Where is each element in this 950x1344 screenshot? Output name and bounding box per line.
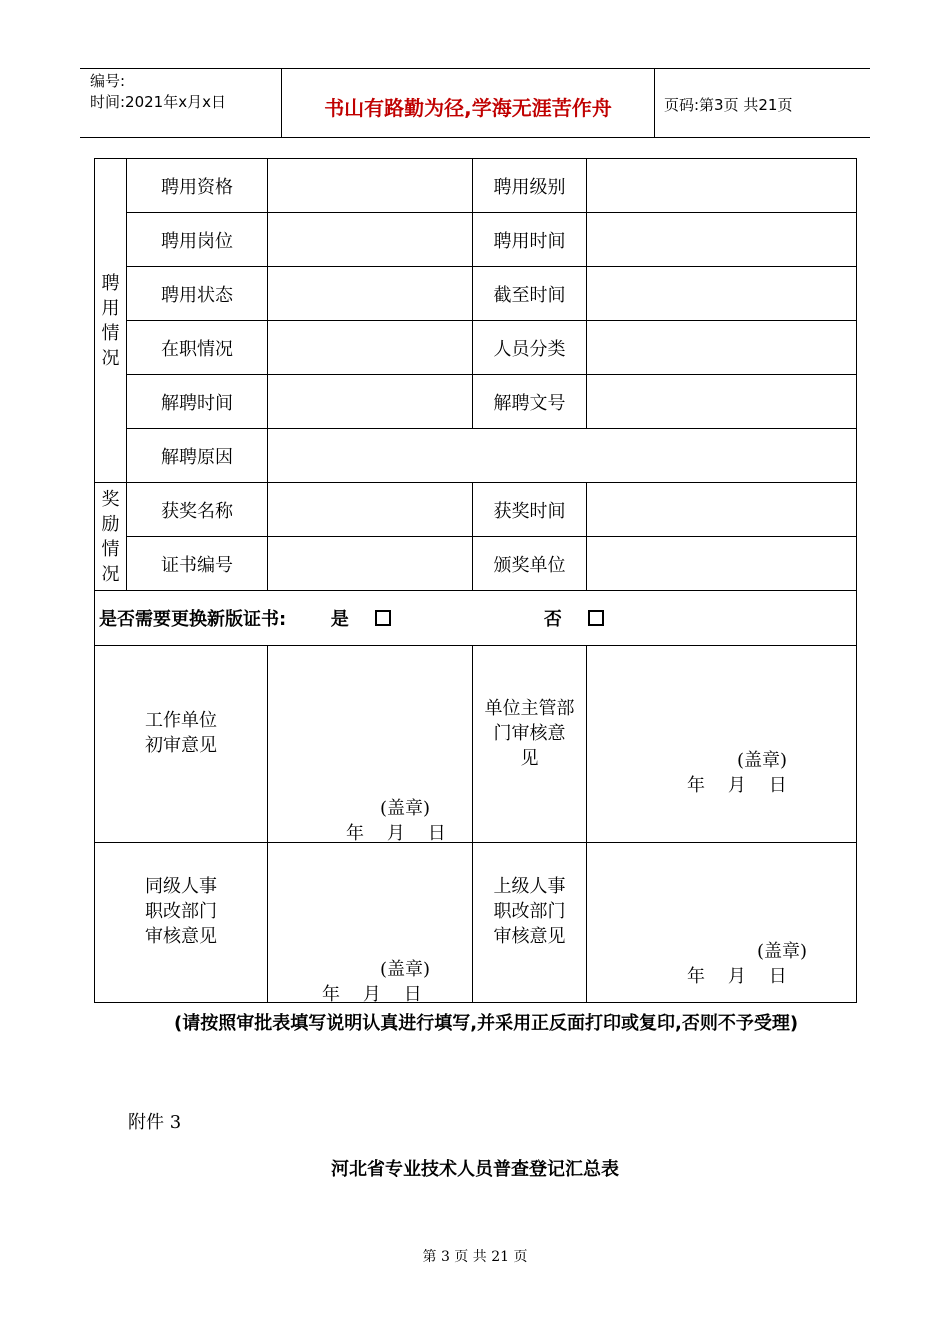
awards-section-label: 奖 励 情 况: [95, 483, 127, 591]
field-label: 聘用时间: [473, 213, 587, 267]
field-label: 解聘原因: [127, 429, 268, 483]
field-value-cell[interactable]: [587, 375, 857, 429]
field-value-cell[interactable]: [268, 159, 473, 213]
header-page-info: 页码:第3页 共21页: [664, 96, 793, 114]
table-row: [95, 483, 857, 537]
replace-certificate-question: [95, 591, 857, 646]
field-label: 获奖时间: [473, 483, 587, 537]
same-level-opinion-cell[interactable]: [268, 843, 473, 1003]
field-label: 颁奖单位: [473, 537, 587, 591]
header-motto: 书山有路勤为径,学海无涯苦作舟: [324, 96, 612, 120]
header-time: 时间:2021年x月x日: [90, 93, 226, 111]
field-label: 人员分类: [473, 321, 587, 375]
seal-text: (盖章): [757, 941, 808, 962]
field-value-cell[interactable]: [587, 159, 857, 213]
same-level-opinion-label: 同级人事 职改部门 审核意见: [95, 843, 268, 1003]
upper-level-opinion-label: 上级人事 职改部门 审核意见: [473, 843, 587, 1003]
field-label: 解聘时间: [127, 375, 268, 429]
table-row: [95, 646, 857, 843]
upper-level-opinion-cell[interactable]: [587, 843, 857, 1003]
date-text: 年 月 日: [346, 823, 446, 844]
field-value-cell[interactable]: [268, 483, 473, 537]
field-value-cell[interactable]: [587, 213, 857, 267]
page-header: [80, 68, 870, 138]
registration-form-table: [94, 158, 857, 1003]
page-footer: 第 3 页 共 21 页: [422, 1249, 528, 1265]
field-value-cell[interactable]: [268, 267, 473, 321]
field-label: 聘用岗位: [127, 213, 268, 267]
field-value-cell[interactable]: [268, 321, 473, 375]
no-label: 否: [543, 609, 562, 630]
field-label: 在职情况: [127, 321, 268, 375]
seal-text: (盖章): [380, 959, 431, 980]
table-row: [95, 159, 857, 213]
table-row: [95, 429, 857, 483]
employment-section-label: 聘 用 情 况: [95, 159, 127, 483]
field-value-cell[interactable]: [268, 537, 473, 591]
field-value-cell[interactable]: [268, 375, 473, 429]
attachment-label: 附件 3: [128, 1112, 182, 1133]
supervisor-opinion-cell[interactable]: [587, 646, 857, 843]
yes-checkbox[interactable]: [375, 610, 391, 626]
field-label: 聘用级别: [473, 159, 587, 213]
replace-question-text: 是否需要更换新版证书:: [99, 609, 287, 630]
header-meta: [90, 71, 226, 113]
field-value-cell[interactable]: [587, 537, 857, 591]
supervisor-opinion-label: 单位主管部 门审核意 见: [473, 646, 587, 843]
no-checkbox[interactable]: [588, 610, 604, 626]
field-value-cell[interactable]: [587, 321, 857, 375]
dismissal-reason-cell[interactable]: [268, 429, 857, 483]
work-unit-opinion-label: 工作单位 初审意见: [95, 646, 268, 843]
field-label: 解聘文号: [473, 375, 587, 429]
yes-label: 是: [330, 609, 349, 630]
field-label: 截至时间: [473, 267, 587, 321]
table-row: [95, 537, 857, 591]
seal-text: (盖章): [737, 750, 788, 771]
seal-text: (盖章): [380, 798, 431, 819]
work-unit-opinion-cell[interactable]: [268, 646, 473, 843]
field-label: 证书编号: [127, 537, 268, 591]
table-row: [95, 213, 857, 267]
fill-instruction-note: (请按照审批表填写说明认真进行填写,并采用正反面打印或复印,否则不予受理): [174, 1013, 799, 1034]
field-label: 聘用状态: [127, 267, 268, 321]
field-value-cell[interactable]: [587, 483, 857, 537]
field-label: 聘用资格: [127, 159, 268, 213]
table-row: [95, 321, 857, 375]
field-value-cell[interactable]: [268, 213, 473, 267]
table-row: [95, 375, 857, 429]
field-value-cell[interactable]: [587, 267, 857, 321]
header-code: 编号:: [90, 72, 126, 90]
summary-table-title: 河北省专业技术人员普查登记汇总表: [331, 1159, 619, 1180]
table-row: [95, 591, 857, 646]
header-divider: [654, 69, 655, 137]
table-row: [95, 843, 857, 1003]
field-label: 获奖名称: [127, 483, 268, 537]
date-text: 年 月 日: [687, 775, 787, 796]
date-text: 年 月 日: [322, 984, 422, 1005]
date-text: 年 月 日: [687, 966, 787, 987]
table-row: [95, 267, 857, 321]
